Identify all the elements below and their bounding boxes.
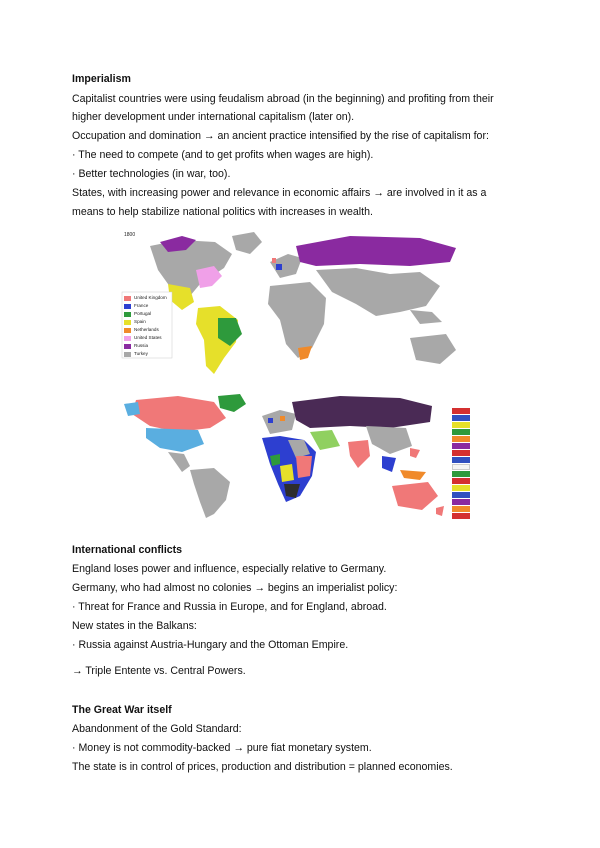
legend-swatch xyxy=(124,344,131,349)
heading-imperialism: Imperialism xyxy=(72,73,131,85)
legend-item: Turkey xyxy=(124,350,167,358)
paragraph-line: England loses power and influence, especially relative to Germany. xyxy=(72,563,387,575)
legend-item: Spain xyxy=(124,318,167,326)
colonial-map-1800 xyxy=(120,226,470,386)
paragraph-line: Occupation and domination → an ancient practice intensified by the rise of capitalism for: xyxy=(72,130,489,142)
flag-swatch xyxy=(452,464,470,470)
flag-swatch xyxy=(452,422,470,428)
paragraph-line: means to help stabilize national politics with increases in wealth. xyxy=(72,206,373,218)
flag-swatch xyxy=(452,443,470,449)
legend-item: Portugal xyxy=(124,310,167,318)
heading-international-conflicts: International conflicts xyxy=(72,544,183,556)
bullet-line: · Money is not commodity-backed → pure fiat monetary system. xyxy=(72,742,372,754)
flag-swatch xyxy=(452,499,470,505)
flag-swatch xyxy=(452,506,470,512)
legend-item: France xyxy=(124,302,167,310)
bullet-line: · Threat for France and Russia in Europe, and for England, abroad. xyxy=(72,601,387,613)
paragraph-line: Capitalist countries were using feudalism abroad (in the beginning) and profiting from their xyxy=(72,93,494,105)
flag-swatch xyxy=(452,415,470,421)
paragraph-line: The state is in control of prices, production and distribution = planned economies. xyxy=(72,761,453,773)
legend-swatch xyxy=(124,336,131,341)
legend-swatch xyxy=(124,312,131,317)
flag-swatch xyxy=(452,485,470,491)
paragraph-line: Abandonment of the Gold Standard: xyxy=(72,723,242,735)
legend-item: Netherlands xyxy=(124,326,167,334)
flag-swatch xyxy=(452,408,470,414)
legend-swatch xyxy=(124,304,131,309)
bullet-line: · Better technologies (in war, too). xyxy=(72,168,231,180)
flag-swatch xyxy=(452,513,470,519)
paragraph-line: Germany, who had almost no colonies → begins an imperialist policy: xyxy=(72,582,398,594)
flag-legend xyxy=(452,408,470,520)
flag-swatch xyxy=(452,471,470,477)
flag-swatch xyxy=(452,457,470,463)
paragraph-line: higher development under international capitalism (later on). xyxy=(72,111,355,123)
legend-item: United States xyxy=(124,334,167,342)
legend-swatch xyxy=(124,320,131,325)
bullet-line: · The need to compete (and to get profits when wages are high). xyxy=(72,149,374,161)
bullet-line: · Russia against Austria-Hungary and the Ottoman Empire. xyxy=(72,639,349,651)
flag-swatch xyxy=(452,478,470,484)
flag-swatch xyxy=(452,429,470,435)
legend-swatch xyxy=(124,352,131,357)
paragraph-line: States, with increasing power and relevance in economic affairs → are involved in it as a xyxy=(72,187,487,199)
map-legend-items xyxy=(124,294,167,358)
legend-item: Russia xyxy=(124,342,167,350)
flag-swatch xyxy=(452,492,470,498)
map-year-label: 1800 xyxy=(124,232,136,238)
paragraph-line: → Triple Entente vs. Central Powers. xyxy=(72,665,246,677)
flag-swatch xyxy=(452,436,470,442)
legend-swatch xyxy=(124,296,131,301)
colonial-map-1914 xyxy=(120,392,450,522)
flag-swatch xyxy=(452,450,470,456)
legend-item: United Kingdom xyxy=(124,294,167,302)
paragraph-line: New states in the Balkans: xyxy=(72,620,197,632)
legend-swatch xyxy=(124,328,131,333)
heading-great-war: The Great War itself xyxy=(72,704,172,716)
